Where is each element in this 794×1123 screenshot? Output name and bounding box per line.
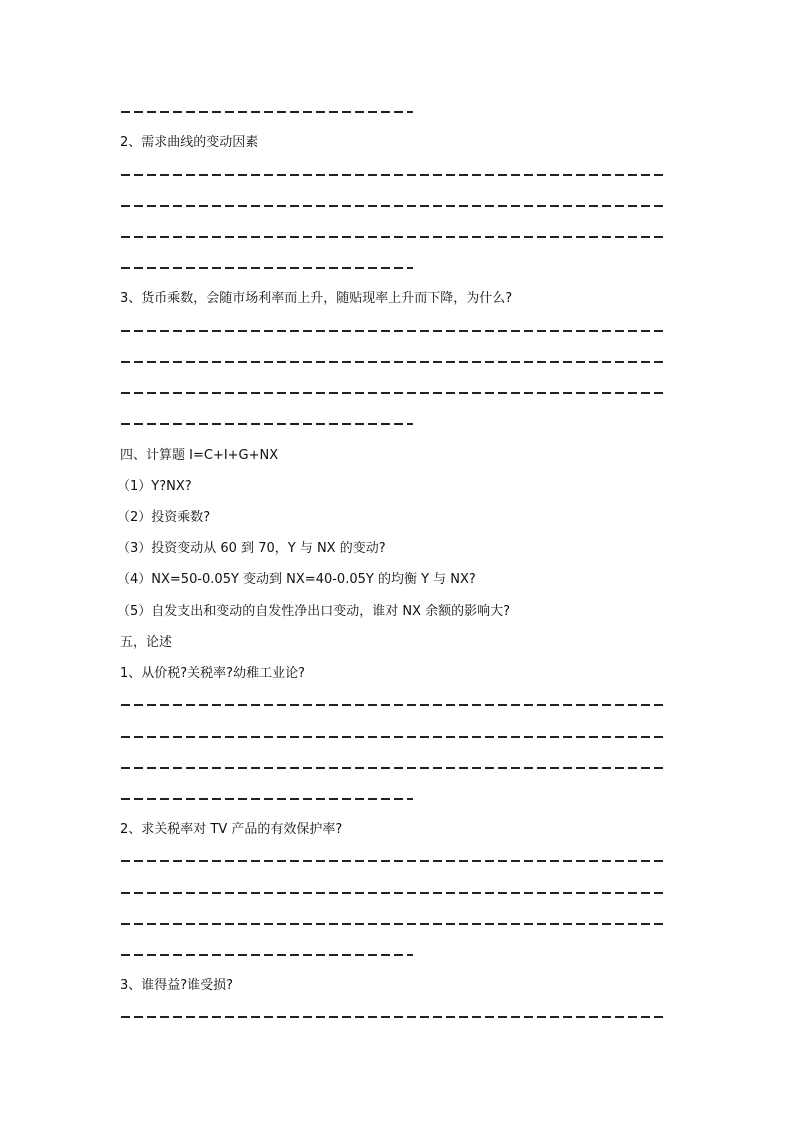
question-effective-protection: 2、求关税率对 TV 产品的有效保护率? [120, 822, 343, 837]
calc-item-4: （4）NX=50-0.05Y 变动到 NX=40-0.05Y 的均衡 Y 与 NX? [117, 572, 476, 587]
answer-blank-line [121, 954, 413, 956]
answer-blank-line [121, 267, 413, 269]
answer-blank-line [121, 236, 665, 238]
answer-blank-line [121, 361, 665, 363]
answer-blank-line [121, 1016, 665, 1018]
answer-blank-line [121, 798, 413, 800]
question-gains-losses: 3、谁得益?谁受损? [120, 978, 234, 993]
answer-blank-line [121, 330, 665, 332]
answer-blank-line [121, 892, 665, 894]
calc-item-3: （3）投资变动从 60 到 70，Y 与 NX 的变动? [117, 541, 386, 556]
answer-blank-line [121, 205, 665, 207]
answer-blank-line [121, 767, 665, 769]
answer-blank-line [121, 736, 665, 738]
calc-item-2: （2）投资乘数? [117, 510, 211, 525]
question-demand-curve: 2、需求曲线的变动因素 [120, 135, 259, 150]
question-money-multiplier: 3、货币乘数，会随市场利率而上升，随贴现率上升而下降，为什么? [120, 291, 513, 306]
calc-item-1: （1）Y?NX? [117, 479, 192, 494]
answer-blank-line [121, 923, 665, 925]
answer-blank-line [121, 704, 665, 706]
section-heading-calculation: 四、计算题 I=C+I+G+NX [120, 448, 279, 463]
section-heading-discussion: 五，论述 [120, 635, 173, 650]
answer-blank-line [121, 111, 413, 113]
answer-blank-line [121, 423, 413, 425]
question-tariff-types: 1、从价税?关税率?幼稚工业论? [120, 666, 305, 681]
calc-item-5: （5）自发支出和变动的自发性净出口变动，谁对 NX 余额的影响大? [117, 604, 511, 619]
answer-blank-line [121, 392, 665, 394]
answer-blank-line [121, 174, 665, 176]
answer-blank-line [121, 860, 665, 862]
